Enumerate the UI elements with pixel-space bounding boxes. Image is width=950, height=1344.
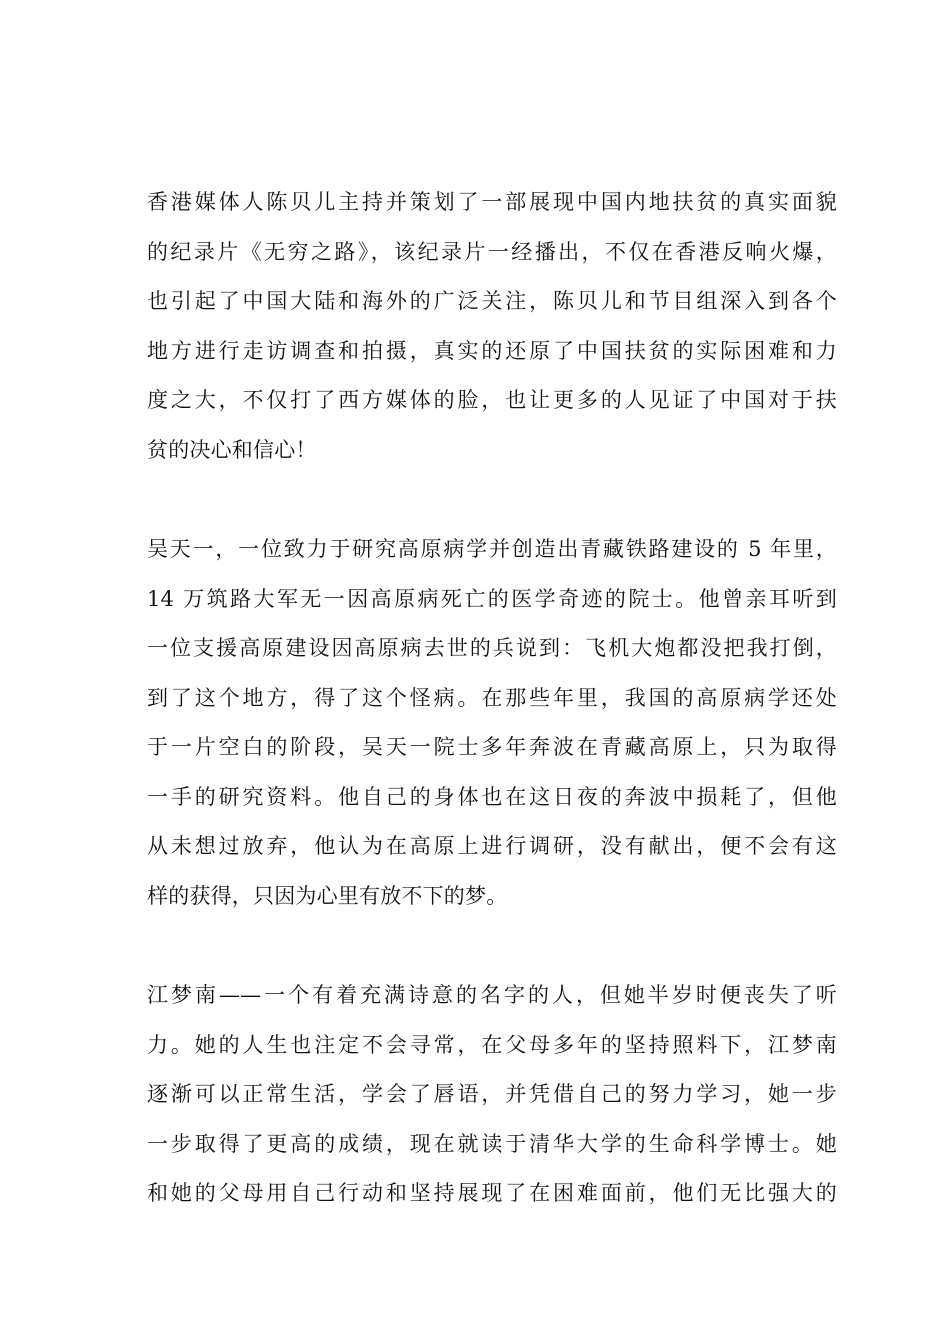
text-line: 一步取得了更高的成绩，现在就读于清华大学的生命科学博士。她: [147, 1132, 837, 1156]
text-line: 贫的决心和信心！: [147, 438, 317, 462]
text-line: 的纪录片《无穷之路》，该纪录片一经播出，不仅在香港反响火爆，: [147, 240, 837, 264]
text-line: 和她的父母用自己行动和坚持展现了在困难面前，他们无比强大的: [147, 1181, 837, 1205]
text-line: 14 万筑路大军无一因高原病死亡的医学奇迹的院士。他曾亲耳听到: [147, 587, 837, 611]
text-line: 地方进行走访调查和拍摄，真实的还原了中国扶贫的实际困难和力: [147, 339, 837, 363]
text-line: 江梦南——一个有着充满诗意的名字的人，但她半岁时便丧失了听: [147, 983, 837, 1007]
text-line: 一位支援高原建设因高原病去世的兵说到：飞机大炮都没把我打倒，: [147, 636, 837, 660]
text-line: 到了这个地方，得了这个怪病。在那些年里，我国的高原病学还处: [147, 686, 837, 710]
text-line: 度之大，不仅打了西方媒体的脸，也让更多的人见证了中国对于扶: [147, 388, 837, 412]
text-line: 力。她的人生也注定不会寻常，在父母多年的坚持照料下，江梦南: [147, 1033, 837, 1057]
text-line: 香港媒体人陈贝儿主持并策划了一部展现中国内地扶贫的真实面貌: [147, 190, 837, 214]
text-line: 一手的研究资料。他自己的身体也在这日夜的奔波中损耗了，但他: [147, 785, 837, 809]
text-line: 样的获得，只因为心里有放不下的梦。: [147, 884, 508, 908]
text-line: 逐渐可以正常生活，学会了唇语，并凭借自己的努力学习，她一步: [147, 1082, 837, 1106]
text-line: 从未想过放弃，他认为在高原上进行调研，没有献出，便不会有这: [147, 834, 837, 858]
text-line: 吴天一，一位致力于研究高原病学并创造出青藏铁路建设的 5 年里，: [147, 537, 837, 561]
text-line: 也引起了中国大陆和海外的广泛关注，陈贝儿和节目组深入到各个: [147, 289, 837, 313]
text-line: 于一片空白的阶段，吴天一院士多年奔波在青藏高原上，只为取得: [147, 735, 837, 759]
